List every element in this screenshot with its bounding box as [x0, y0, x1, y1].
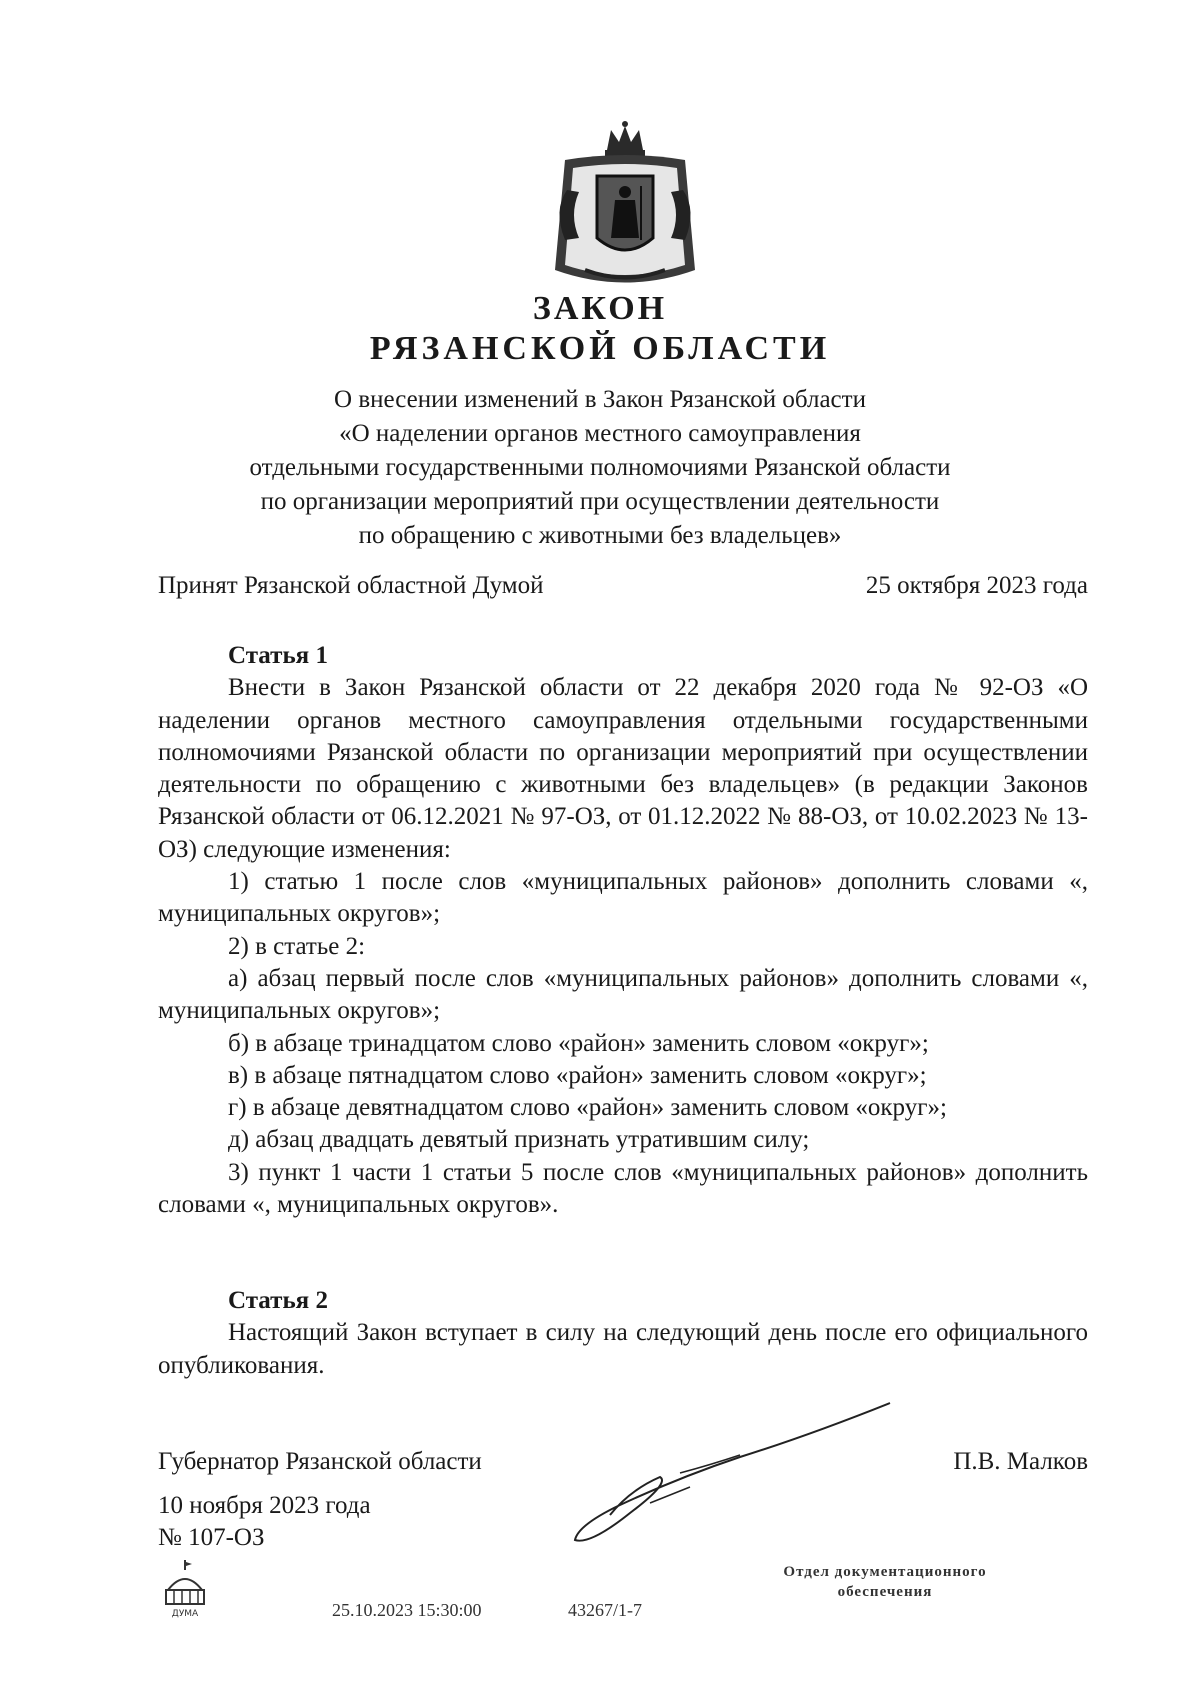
duma-logo-text: ДУМА: [171, 1609, 199, 1619]
subtitle-line: «О наделении органов местного самоуправления: [339, 420, 861, 447]
stamp-line: обеспечения: [837, 1584, 933, 1600]
subtitle-line: по обращению с животными без владельцев»: [358, 522, 842, 549]
adopted-by: Принят Рязанской областной Думой: [158, 572, 544, 599]
registration-timestamp: 25.10.2023 15:30:00: [332, 1600, 482, 1620]
adoption-line: [158, 572, 1088, 600]
law-subtitle: [150, 383, 1050, 553]
registration-number: 43267/1-7: [568, 1600, 642, 1620]
amendment-item: г) в абзаце девятнадцатом слово «район» заменить словом «округ»;: [228, 1094, 947, 1122]
document-title: ЗАКОН: [532, 290, 668, 327]
amendment-item: а) абзац первый после слов «муниципальных районов» дополнить словами «, муниципальных округов»;: [158, 964, 1088, 1025]
ryazan-coat-of-arms-icon: [545, 120, 705, 300]
article-1: [158, 640, 1088, 1221]
signature-line: [158, 1448, 1088, 1476]
issue-date: 10 ноября 2023 года: [158, 1492, 371, 1519]
issue-block: [158, 1490, 371, 1554]
subtitle-line: О внесении изменений в Закон Рязанской области: [334, 386, 866, 413]
subtitle-line: по организации мероприятий при осуществлении деятельности: [260, 488, 940, 515]
amendment-item: 1) статью 1 после слов «муниципальных районов» дополнить словами «, муниципальных округов»;: [158, 868, 1088, 928]
amendment-item: в) в абзаце пятнадцатом слово «район» заменить словом «округ»;: [228, 1061, 927, 1089]
subtitle-line: отдельными государственными полномочиями Рязанской области: [249, 454, 951, 481]
amendment-item: 3) пункт 1 части 1 статьи 5 после слов «муниципальных районов» дополнить словами «, муниципальных округов».: [158, 1158, 1088, 1219]
stamp-line: Отдел документационного: [783, 1564, 987, 1580]
adopted-date: 25 октября 2023 года: [865, 572, 1088, 599]
article-heading: Статья 1: [228, 642, 328, 669]
amendment-item: б) в абзаце тринадцатом слово «район» заменить словом «округ»;: [228, 1029, 929, 1057]
article-2: [158, 1285, 1088, 1382]
document-region-title: РЯЗАНСКОЙ ОБЛАСТИ: [369, 330, 831, 367]
law-number: № 107-ОЗ: [158, 1524, 265, 1551]
department-stamp: [735, 1562, 1035, 1602]
duma-building-icon: [160, 1560, 210, 1620]
amendment-item: 2) в статье 2:: [228, 932, 366, 960]
signer-name: П.В. Малков: [953, 1448, 1088, 1475]
article-text: Настоящий Закон вступает в силу на следующий день после его официального опубликования.: [158, 1319, 1088, 1379]
article-intro: Внести в Закон Рязанской области от 22 декабря 2020 года № 92-ОЗ «О наделении органов местного самоуправления отдельными государственными полномочиями Рязанской области по организации мероприятий при осуществлении деятельности по обращению с животными без владельцев» (в редакции Законов Рязанской области от 06.12.2021 № 97-ОЗ, от 01.12.2022 № 88-ОЗ, от 10.02.2023 № 13-ОЗ) следующие изменения:: [158, 674, 1088, 863]
article-heading: Статья 2: [228, 1287, 328, 1314]
signer-position: Губернатор Рязанской области: [158, 1448, 482, 1475]
amendment-item: д) абзац двадцать девятый признать утратившим силу;: [228, 1126, 810, 1154]
